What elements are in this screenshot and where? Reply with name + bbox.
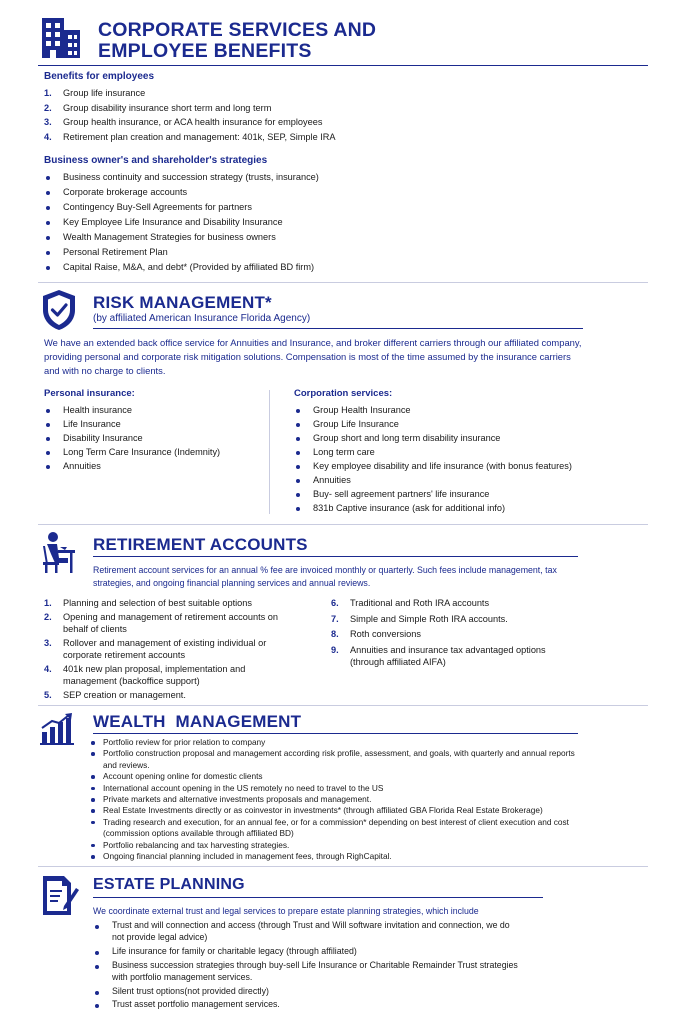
owners-strategy-item: Personal Retirement Plan bbox=[44, 245, 624, 260]
risk-title-rule bbox=[93, 328, 583, 329]
retirement-option-item bbox=[331, 613, 566, 625]
list-number: 4. bbox=[44, 664, 52, 674]
wealth-title-rule bbox=[93, 733, 578, 734]
personal-insurance-item: Disability Insurance bbox=[44, 431, 264, 445]
personal-insurance-item: Health insurance bbox=[44, 403, 264, 417]
retirement-option-item bbox=[44, 597, 279, 609]
shield-check-icon bbox=[40, 288, 78, 332]
section-separator bbox=[38, 524, 648, 525]
estate-planning-item: Life insurance for family or charitable legacy (through affiliated) bbox=[93, 945, 523, 957]
list-item-text: Group disability insurance short term and long term bbox=[63, 102, 272, 113]
benefits-item bbox=[44, 101, 624, 116]
retirement-option-item bbox=[44, 663, 279, 687]
corporate-title-line2: EMPLOYEE BENEFITS bbox=[98, 40, 312, 62]
corporation-service-item: Long term care bbox=[294, 445, 644, 459]
list-number: 5. bbox=[44, 690, 52, 700]
risk-paragraph: We have an extended back office service for Annuities and Insurance, and broker different carriers through our affiliated company, providing personal and corporate risk mitigation solutions. Compensation is most of the time assumed by the insurance carriers and with no charge to clients. bbox=[44, 337, 582, 376]
section-separator bbox=[38, 705, 648, 706]
benefits-heading: Benefits for employees bbox=[44, 71, 155, 82]
list-item-text: Simple and Simple Roth IRA accounts. bbox=[350, 613, 508, 624]
owners-strategy-item: Key Employee Life Insurance and Disability Insurance bbox=[44, 215, 624, 230]
retirement-option-item bbox=[331, 628, 566, 640]
owners-strategy-item: Corporate brokerage accounts bbox=[44, 185, 624, 200]
wealth-service-item: Trading research and execution, for an annual fee, or for a commission* depending on best interest of client execution and cost (commission options available through affiliated BD) bbox=[90, 817, 580, 840]
retirement-title: RETIREMENT ACCOUNTS bbox=[93, 535, 308, 554]
person-at-desk-icon bbox=[40, 530, 76, 574]
owners-strategy-item: Business continuity and succession strategy (trusts, insurance) bbox=[44, 170, 624, 185]
corporate-title-rule bbox=[38, 65, 648, 66]
risk-title: RISK MANAGEMENT* bbox=[93, 293, 272, 312]
corporation-service-item: Group Life Insurance bbox=[294, 417, 644, 431]
estate-title-rule bbox=[93, 897, 543, 898]
list-number: 6. bbox=[331, 598, 339, 608]
list-number: 3. bbox=[44, 117, 52, 128]
list-number: 3. bbox=[44, 638, 52, 648]
corporation-service-item: Group short and long term disability insurance bbox=[294, 431, 644, 445]
list-number: 1. bbox=[44, 88, 52, 98]
owners-heading: Business owner's and shareholder's strategies bbox=[44, 155, 268, 166]
list-item-text: Retirement plan creation and management: 401k, SEP, Simple IRA bbox=[63, 131, 336, 142]
personal-insurance-heading: Personal insurance: bbox=[44, 388, 135, 399]
list-item-text: Roth conversions bbox=[350, 629, 421, 639]
list-item-text: Rollover and management of existing individual or corporate retirement accounts bbox=[63, 638, 267, 660]
corporation-service-item: Key employee disability and life insurance (with bonus features) bbox=[294, 459, 644, 473]
personal-insurance-item: Annuities bbox=[44, 459, 264, 473]
benefits-list bbox=[44, 86, 624, 144]
wealth-service-item: International account opening in the US remotely no need to travel to the US bbox=[90, 783, 580, 794]
corporate-title-line1: CORPORATE SERVICES AND bbox=[98, 19, 377, 41]
list-number: 7. bbox=[331, 613, 339, 624]
retirement-option-item bbox=[44, 689, 279, 701]
corporation-service-item: Annuities bbox=[294, 473, 644, 487]
owners-strategy-item: Contingency Buy-Sell Agreements for partners bbox=[44, 200, 624, 215]
document-pen-icon bbox=[40, 873, 80, 917]
estate-title: ESTATE PLANNING bbox=[93, 876, 245, 893]
wealth-service-item: Portfolio construction proposal and management according risk profile, assessment, and goals, with quarterly and annual reports and reviews. bbox=[90, 748, 580, 771]
risk-column-divider bbox=[269, 390, 270, 514]
wealth-service-item: Portfolio review for prior relation to company bbox=[90, 737, 580, 748]
retirement-option-item bbox=[331, 644, 566, 668]
list-number: 2. bbox=[44, 612, 52, 622]
section-separator bbox=[38, 282, 648, 283]
corporation-services-list bbox=[294, 403, 644, 515]
owners-strategy-item: Capital Raise, M&A, and debt* (Provided by affiliated BD firm) bbox=[44, 260, 624, 275]
corporation-services-heading: Corporation services: bbox=[294, 388, 393, 399]
personal-insurance-list bbox=[44, 403, 264, 473]
estate-planning-item: Business succession strategies through buy-sell Life Insurance or Charitable Remainder Trust strategies with portfolio management services. bbox=[93, 959, 523, 983]
list-item-text: Annuities and insurance tax advantaged options (through affiliated AIFA) bbox=[350, 644, 546, 667]
corporate-title bbox=[98, 20, 376, 62]
list-number: 1. bbox=[44, 598, 52, 608]
retirement-paragraph: Retirement account services for an annual % fee are invoiced monthly or quarterly. Such fees include management, tax strategies, and ongoing financial planning services and annual reviews. bbox=[93, 565, 557, 588]
personal-insurance-item: Life Insurance bbox=[44, 417, 264, 431]
estate-intro: We coordinate external trust and legal services to prepare estate planning strategies, which include bbox=[93, 906, 479, 916]
personal-insurance-item: Long Term Care Insurance (Indemnity) bbox=[44, 445, 264, 459]
wealth-service-item: Real Estate Investments directly or as coinvestor in investments* (through affiliated GBA Florida Real Estate Brokerage) bbox=[90, 805, 580, 816]
retirement-title-rule bbox=[93, 556, 578, 557]
retirement-list-right bbox=[331, 597, 566, 671]
owners-strategy-item: Wealth Management Strategies for business owners bbox=[44, 230, 624, 245]
list-item-text: Group health insurance, or ACA health insurance for employees bbox=[63, 117, 323, 128]
retirement-option-item bbox=[44, 611, 279, 635]
wealth-service-item: Account opening online for domestic clients bbox=[90, 771, 580, 782]
owners-list bbox=[44, 170, 624, 275]
estate-list bbox=[93, 919, 523, 1012]
estate-planning-item: Silent trust options(not provided directly) bbox=[93, 985, 523, 997]
corporation-service-item: 831b Captive insurance (ask for additional info) bbox=[294, 501, 644, 515]
building-icon bbox=[40, 16, 82, 60]
retirement-option-item bbox=[44, 637, 279, 661]
corporation-service-item: Buy- sell agreement partners' life insurance bbox=[294, 487, 644, 501]
wealth-service-item: Private markets and alternative investments proposals and management. bbox=[90, 794, 580, 805]
benefits-item bbox=[44, 130, 624, 145]
risk-subtitle: (by affiliated American Insurance Florida Agency) bbox=[93, 313, 311, 324]
wealth-list bbox=[90, 737, 580, 862]
list-item-text: Opening and management of retirement accounts on behalf of clients bbox=[63, 612, 279, 634]
list-item-text: 401k new plan proposal, implementation and management (backoffice support) bbox=[63, 664, 246, 686]
wealth-service-item: Portfolio rebalancing and tax harvesting strategies. bbox=[90, 840, 580, 851]
corporation-service-item: Group Health Insurance bbox=[294, 403, 644, 417]
estate-planning-item: Trust and will connection and access (through Trust and Will software invitation and connection, we do not provide legal advice) bbox=[93, 919, 523, 943]
wealth-title: WEALTH MANAGEMENT bbox=[93, 712, 302, 731]
retirement-list-left bbox=[44, 597, 279, 703]
list-item-text: SEP creation or management. bbox=[63, 690, 186, 700]
list-item-text: Group life insurance bbox=[63, 88, 146, 98]
list-number: 4. bbox=[44, 131, 52, 142]
growth-chart-icon bbox=[40, 712, 76, 746]
wealth-service-item: Ongoing financial planning included in management fees, through RighCapital. bbox=[90, 851, 580, 862]
list-item-text: Traditional and Roth IRA accounts bbox=[350, 598, 490, 608]
list-number: 2. bbox=[44, 102, 52, 113]
list-number: 8. bbox=[331, 629, 339, 639]
benefits-item bbox=[44, 86, 624, 101]
list-number: 9. bbox=[331, 644, 339, 655]
section-separator bbox=[38, 866, 648, 867]
retirement-option-item bbox=[331, 597, 566, 609]
estate-planning-item: Trust asset portfolio management services. bbox=[93, 998, 523, 1010]
list-item-text: Planning and selection of best suitable options bbox=[63, 598, 252, 608]
benefits-item bbox=[44, 115, 624, 130]
